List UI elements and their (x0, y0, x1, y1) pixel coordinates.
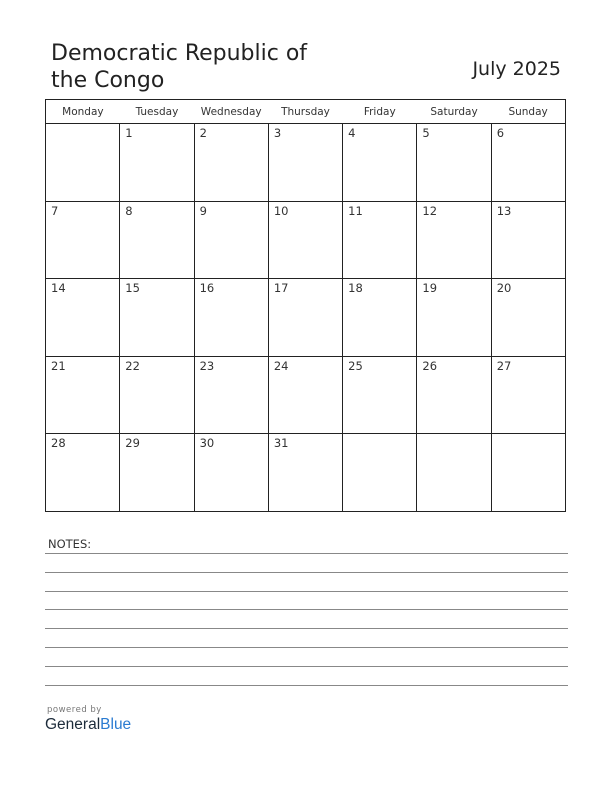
day-number: 31 (273, 436, 289, 451)
day-cell (46, 356, 120, 434)
day-cell (491, 434, 565, 512)
day-number: 10 (273, 203, 289, 218)
note-line (45, 667, 568, 686)
day-number: 13 (496, 203, 512, 218)
day-cell (491, 279, 565, 357)
day-number: 4 (348, 126, 356, 140)
weekday-header-row (46, 100, 566, 124)
day-cell (343, 434, 417, 512)
day-cell (46, 434, 120, 512)
day-cell (46, 201, 120, 279)
day-number (492, 434, 565, 436)
day-cell (194, 201, 268, 279)
day-number: 30 (199, 436, 215, 451)
day-number: 22 (125, 358, 140, 373)
title-line-2: the Congo (51, 68, 165, 93)
note-line (45, 610, 568, 629)
day-number (46, 124, 119, 126)
day-cell (268, 124, 342, 202)
week-row (46, 201, 566, 279)
day-number: 24 (273, 358, 289, 373)
day-cell (268, 279, 342, 357)
day-cell (268, 356, 342, 434)
day-cell (120, 434, 194, 512)
note-line (45, 573, 568, 592)
day-number: 7 (51, 203, 59, 218)
title-line-1: Democratic Republic of (51, 41, 308, 66)
note-line (45, 554, 568, 573)
calendar-grid (45, 99, 566, 512)
day-cell (491, 356, 565, 434)
day-cell (46, 279, 120, 357)
day-number: 18 (348, 281, 363, 296)
weekday-thursday: Thursday (268, 100, 342, 124)
day-number: 21 (51, 358, 66, 373)
day-number: 20 (496, 281, 512, 296)
week-row (46, 434, 566, 512)
day-cell (194, 356, 268, 434)
day-number: 6 (496, 126, 505, 140)
day-cell (120, 124, 194, 202)
day-number: 25 (348, 358, 363, 373)
day-number: 8 (125, 203, 133, 218)
day-cell (120, 201, 194, 279)
day-number: 1 (125, 126, 133, 140)
month-label: July 2025 (472, 58, 561, 80)
day-number: 29 (125, 436, 140, 451)
weekday-tuesday: Tuesday (120, 100, 194, 124)
day-number (343, 434, 416, 436)
weekday-friday: Friday (343, 100, 417, 124)
day-cell (343, 279, 417, 357)
week-row (46, 279, 566, 357)
day-cell (194, 124, 268, 202)
day-cell (194, 279, 268, 357)
day-cell (268, 434, 342, 512)
notes-lines (45, 553, 568, 686)
day-number: 16 (199, 281, 215, 296)
day-cell (268, 201, 342, 279)
day-cell (417, 279, 491, 357)
day-number: 2 (199, 126, 207, 140)
generalblue-logo (45, 716, 131, 734)
day-cell (343, 201, 417, 279)
day-cell (120, 279, 194, 357)
day-cell (343, 356, 417, 434)
logo-blue: Blue (100, 716, 132, 733)
weekday-saturday: Saturday (417, 100, 491, 124)
notes-label: NOTES: (48, 537, 92, 551)
weekday-sunday: Sunday (491, 100, 565, 124)
weekday-monday: Monday (46, 100, 120, 124)
logo-general: General (45, 716, 101, 733)
day-number: 9 (199, 203, 207, 218)
page-title (51, 40, 351, 94)
day-cell (491, 201, 565, 279)
branding (45, 705, 131, 734)
day-cell (417, 201, 491, 279)
day-cell (194, 434, 268, 512)
note-line (45, 648, 568, 667)
day-cell (343, 124, 417, 202)
day-cell (417, 356, 491, 434)
day-cell (46, 124, 120, 202)
day-number: 11 (348, 203, 363, 218)
day-number: 5 (422, 126, 430, 140)
day-cell (417, 434, 491, 512)
day-number: 15 (125, 281, 140, 296)
day-number: 26 (422, 358, 438, 373)
week-row (46, 356, 566, 434)
day-cell (491, 124, 565, 202)
note-line (45, 629, 568, 648)
day-cell (417, 124, 491, 202)
day-number: 17 (273, 281, 289, 296)
powered-by-text: powered by (47, 705, 102, 715)
note-line (45, 592, 568, 611)
weekday-wednesday: Wednesday (194, 100, 268, 124)
day-number: 27 (496, 358, 512, 373)
day-number: 14 (51, 281, 66, 296)
day-number: 23 (199, 358, 215, 373)
day-number: 12 (422, 203, 438, 218)
day-number: 28 (51, 436, 66, 451)
day-number: 19 (422, 281, 438, 296)
day-number (417, 434, 490, 436)
day-cell (120, 356, 194, 434)
day-number: 3 (273, 126, 282, 140)
week-row (46, 124, 566, 202)
